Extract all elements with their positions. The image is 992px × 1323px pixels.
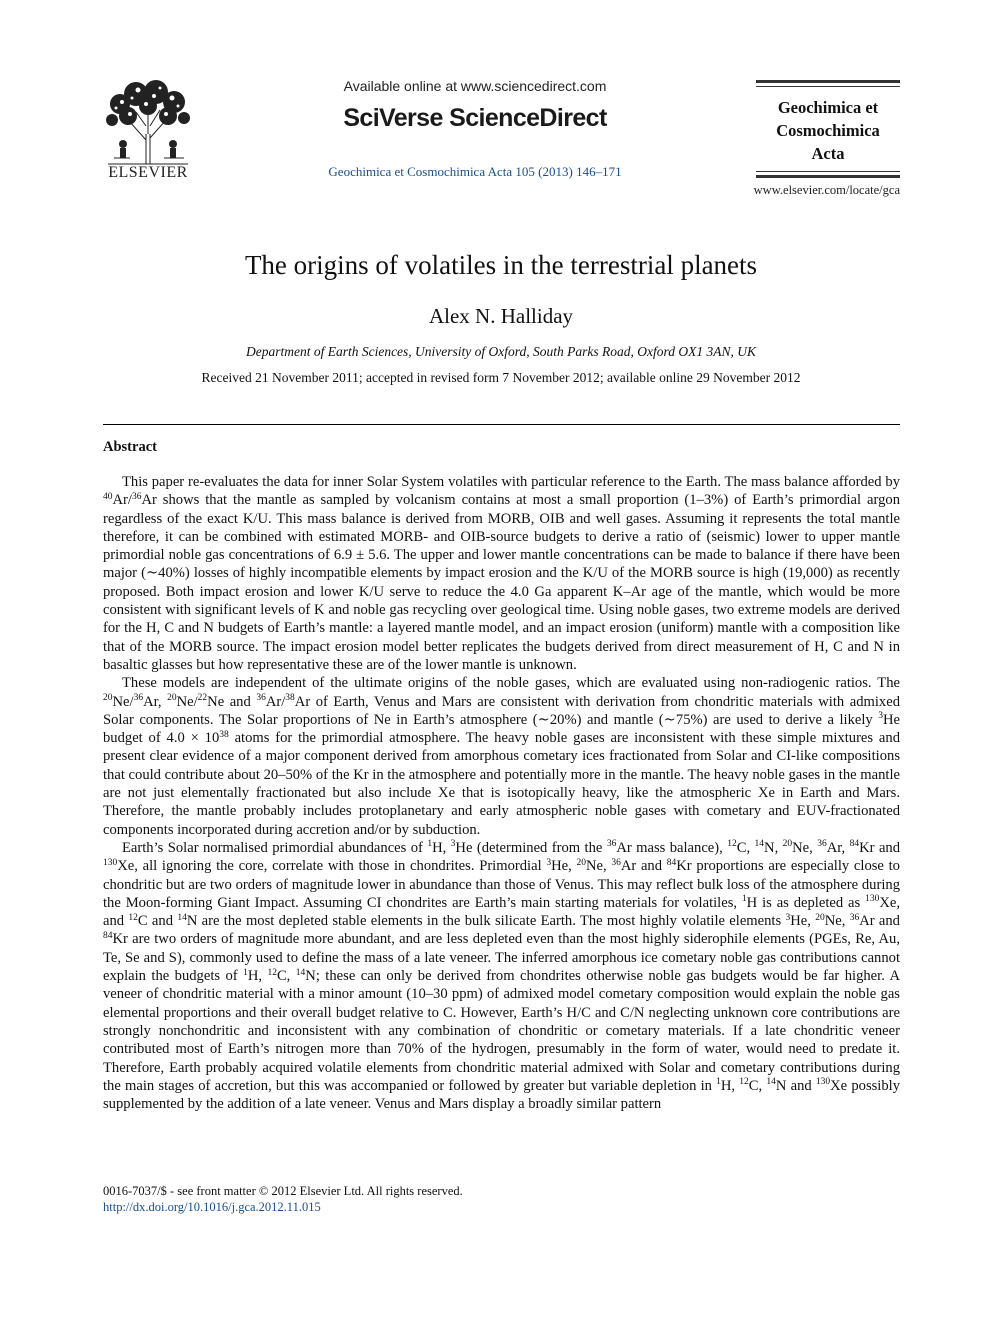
isotope-superscript: 1: [741, 894, 747, 905]
isotope-superscript: 3: [785, 912, 791, 923]
abstract-paragraph: These models are independent of the ultimate origins of the noble gases, which are evaluated using non-radiogenic ratios. The $^{20}$Ne/$^{36}$Ar, $^{20}$Ne/$^{22}$Ne and $^{36}$Ar/$^{38}$Ar of Earth, Venus and Mars are consistent with derivation from chondritic materials with admixed Solar components. The Solar proportions of Ne in Earth’s atmosphere (∼20%) and mantle (∼75%) are used to derive a likely $^3$He budget of $4.0 \times 10^{38}$ atoms for the primordial atmosphere. The heavy noble gases are inconsistent with these simple mixtures and present clear evidence of a major component derived from amorphous cometary ices fractionated from Solar and CI-like compositions that could contribute about 20–50% of the Kr in the atmosphere and potentially more in the mantle. The heavy noble gases in the mantle are not just elementally fractionated but also include Xe that is isotopically heavy, like the atmospheric Xe in Earth and Mars. Therefore, the mantle probably includes protoplanetary and early atmospheric noble gases with cometary and EUV-fractionated components incorporated during accretion and/or by subduction.: [103, 675, 900, 838]
isotope-superscript: 3: [450, 839, 456, 850]
isotope-superscript: 36: [133, 693, 144, 704]
isotope-superscript: 40: [103, 491, 113, 502]
isotope-superscript: 36: [606, 839, 617, 850]
isotope-superscript: 130: [103, 857, 118, 868]
isotope-superscript: 20: [167, 693, 177, 704]
isotope-superscript: 84: [103, 930, 113, 941]
section-divider: [103, 424, 900, 425]
abstract-paragraph: This paper re-evaluates the data for inner Solar System volatiles with particular reference to the Earth. The mass balance afforded by $^{40}$Ar/$^{36}$Ar shows that the mantle as sampled by volcanism contains at most a small proportion (1–3%) of Earth’s primordial argon regardless of the exact K/U. This mass balance is derived from MORB, OIB and well gases. Assuming it represents the total mantle therefore, it can be combined with estimated MORB- and OIB-source budgets to derive a ratio of (seismic) lower to upper mantle primordial noble gas concentrations of 6.9 ± 5.6. The upper and lower mantle concentrations can be made to balance if there have been major (∼40%) losses of highly incompatible elements by impact erosion and the K/U of the MORB source is high (19,000) as recently proposed. Both impact erosion and lower K/U serve to reduce the 4.0 Ga apparent K–Ar age of the mantle, which would be more consistent with significant levels of K and noble gas recycling over geological time. Using noble gases, two extreme models are derived for the H, C and N budgets of Earth’s mantle: a layered mantle model, and an impact erosion (uniform) mantle with a composition like that of the MORB source. The impact erosion model better replicates the budgets derived from direct measurement of H, C and N in basaltic glasses but how representative these are of the lower mantle is unknown.: [103, 474, 900, 673]
available-online-line: Available online at www.sciencedirect.com: [343, 78, 607, 94]
isotope-superscript: 20: [782, 839, 793, 850]
isotope-superscript: 3: [546, 857, 552, 868]
journal-homepage-url[interactable]: www.elsevier.com/locate/gca: [753, 183, 900, 197]
isotope-superscript: 36: [817, 839, 827, 850]
isotope-superscript: 36: [131, 491, 142, 502]
publisher-logo-text: ELSEVIER: [108, 164, 188, 181]
author-affiliation: Department of Earth Sciences, University of Oxford, South Parks Road, Oxford OX1 3AN, UK: [245, 344, 757, 359]
journal-name: [756, 96, 900, 165]
isotope-superscript: 20: [103, 693, 113, 704]
isotope-superscript: 14: [295, 967, 306, 978]
journal-name-line-2: Cosmochimica: [776, 121, 880, 140]
isotope-superscript: 1: [716, 1077, 721, 1088]
isotope-superscript: 14: [766, 1077, 776, 1088]
isotope-superscript: 14: [754, 839, 765, 850]
isotope-superscript: 14: [177, 912, 187, 923]
abstract-heading: Abstract: [103, 439, 157, 455]
article-title: The origins of volatiles in the terrestrial planets: [244, 250, 758, 280]
isotope-superscript: 36: [849, 912, 860, 923]
isotope-superscript: 20: [815, 912, 825, 923]
isotope-superscript: 38: [285, 693, 295, 704]
isotope-superscript: 12: [267, 967, 277, 978]
isotope-superscript: 36: [256, 693, 266, 704]
journal-citation-link[interactable]: Geochimica et Cosmochimica Acta 105 (2013) 146–171: [328, 164, 622, 179]
article-history-dates: Received 21 November 2011; accepted in revised form 7 November 2012; available online 29 November 2012: [201, 370, 801, 385]
sciencedirect-brand[interactable]: SciVerse ScienceDirect: [343, 104, 607, 132]
isotope-superscript: 130: [865, 894, 880, 905]
isotope-superscript: 12: [739, 1077, 749, 1088]
abstract-body: [103, 473, 900, 1113]
isotope-superscript: 130: [815, 1077, 831, 1088]
isotope-superscript: 1: [243, 967, 248, 978]
journal-name-line-3: Acta: [811, 144, 845, 163]
isotope-superscript: 3: [878, 711, 883, 722]
isotope-superscript: 12: [727, 839, 737, 850]
copyright-notice: 0016-7037/$ - see front matter © 2012 Elsevier Ltd. All rights reserved.: [103, 1184, 463, 1198]
abstract-paragraph: Earth’s Solar normalised primordial abundances of $^1$H, $^3$He (determined from the $^{36}$Ar mass balance), $^{12}$C, $^{14}$N, $^{20}$Ne, $^{36}$Ar, $^{84}$Kr and $^{130}$Xe, all ignoring the core, correlate with those in chondrites. Primordial $^3$He, $^{20}$Ne, $^{36}$Ar and $^{84}$Kr proportions are especially close to chondritic but are two orders of magnitude lower in abundance than those of Venus. This may reflect bulk loss of the atmosphere during the Moon-forming Giant Impact. Assuming CI chondrites are Earth’s main starting materials for volatiles, $^1$H is as depleted as $^{130}$Xe, and $^{12}$C and $^{14}$N are the most depleted stable elements in the bulk silicate Earth. The most highly volatile elements $^3$He, $^{20}$Ne, $^{36}$Ar and $^{84}$Kr are two orders of magnitude more abundant, and are less depleted even than the most highly siderophile elements (PGEs, Re, Au, Te, Se and S), commonly used to define the mass of a late veneer. The inferred amorphous ice cometary noble gas contributions cannot explain the budgets of $^1$H, $^{12}$C, $^{14}$N; these can only be derived from chondrites otherwise noble gas budgets would be far higher. A veneer of chondritic material with a minor amount (10–30 ppm) of admixed model cometary composition would explain the noble gas elemental proportions and their overall budget relative to C. However, Earth’s H/C and C/N neglecting unknown core contributions are strongly nonchondritic and inconsistent with any combination of chondritic or cometary materials. If a late chondritic veneer contributed most of Earth’s nitrogen more than 70% of the hydrogen, presumably in the form of water, would need to predate it. Therefore, Earth probably acquired volatile elements from chondritic material admixed with Solar and cometary contributions during the main stages of accretion, but this was accompanied or followed by greater but variable depletion in $^1$H, $^{12}$C, $^{14}$N and $^{130}$Xe possibly supplemented by the addition of a late veneer. Venus and Mars display a broadly similar pattern: [103, 839, 901, 1113]
isotope-superscript: 20: [576, 857, 586, 868]
isotope-superscript: 12: [128, 912, 138, 923]
journal-name-line-1: Geochimica et: [777, 98, 879, 117]
isotope-superscript: 36: [611, 857, 621, 868]
isotope-superscript: 84: [666, 857, 677, 868]
isotope-superscript: 84: [849, 839, 860, 850]
author-name: Alex N. Halliday: [428, 304, 574, 328]
doi-link[interactable]: http://dx.doi.org/10.1016/j.gca.2012.11.015: [103, 1200, 321, 1214]
isotope-superscript: 22: [197, 693, 208, 704]
isotope-superscript: 38: [219, 729, 229, 740]
isotope-superscript: 1: [427, 839, 433, 850]
